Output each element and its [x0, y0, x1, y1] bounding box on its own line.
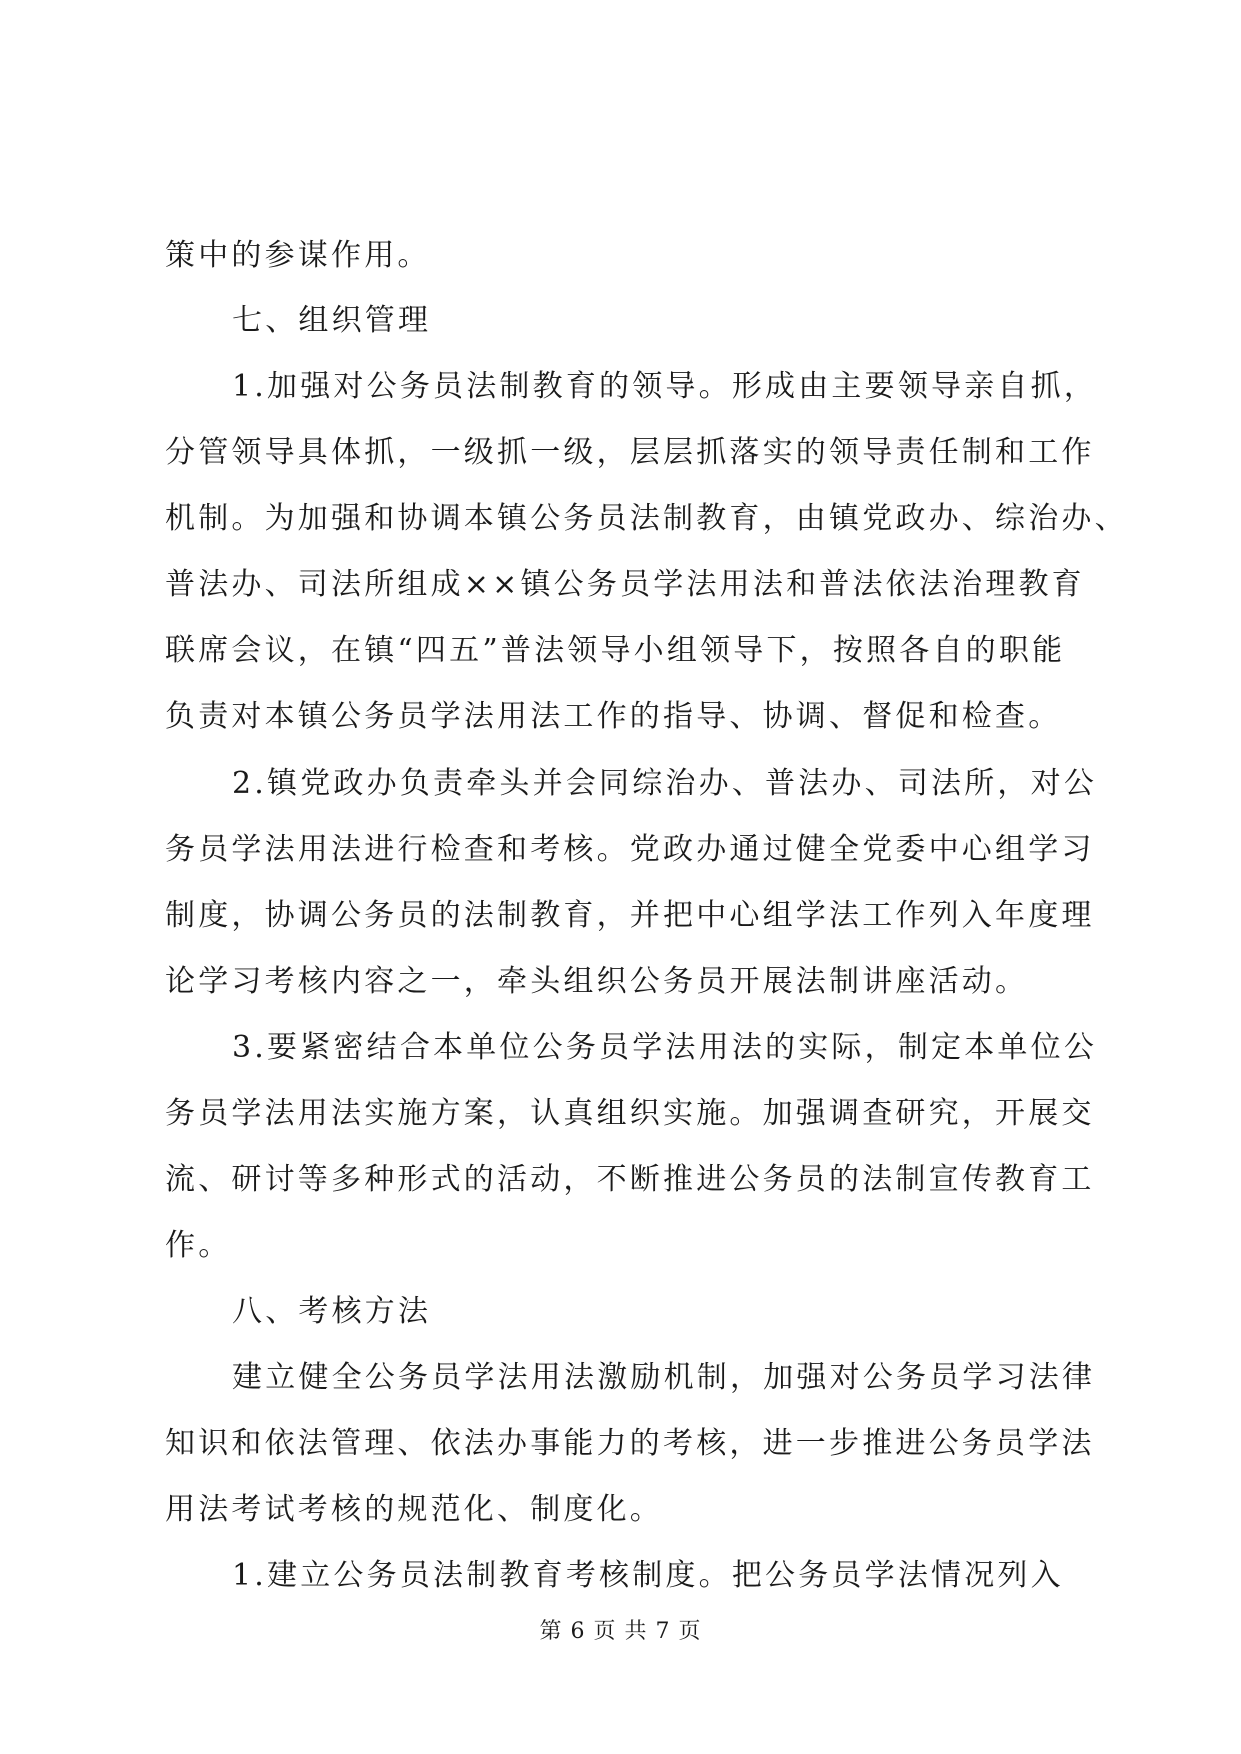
paragraph-line: 务员学法用法实施方案，认真组织实施。加强调查研究，开展交: [165, 1096, 1095, 1131]
paragraph-line: 分管领导具体抓，一级抓一级，层层抓落实的领导责任制和工作: [165, 435, 1095, 470]
paragraph-line: 知识和依法管理、依法办事能力的考核，进一步推进公务员学法: [165, 1426, 1095, 1461]
paragraph-line: 1.建立公务员法制教育考核制度。把公务员学法情况列入: [232, 1558, 1064, 1593]
paragraph-line: 务员学法用法进行检查和考核。党政办通过健全党委中心组学习: [165, 832, 1095, 867]
section-heading-assessment: 八、考核方法: [232, 1294, 432, 1329]
paragraph-line: 论学习考核内容之一，牵头组织公务员开展法制讲座活动。: [165, 964, 1029, 999]
section-heading-organization: 七、组织管理: [232, 303, 432, 338]
paragraph-line: 策中的参谋作用。: [165, 238, 431, 273]
paragraph-line: 3.要紧密结合本单位公务员学法用法的实际，制定本单位公: [232, 1030, 1098, 1065]
paragraph-line: 用法考试考核的规范化、制度化。: [165, 1492, 663, 1527]
paragraph-line: 2.镇党政办负责牵头并会同综治办、普法办、司法所，对公: [232, 766, 1098, 801]
paragraph-line: 普法办、司法所组成××镇公务员学法用法和普法依法治理教育: [165, 567, 1085, 602]
paragraph-line: 1.加强对公务员法制教育的领导。形成由主要领导亲自抓，: [232, 369, 1098, 404]
paragraph-line: 制度，协调公务员的法制教育，并把中心组学法工作列入年度理: [165, 898, 1095, 933]
paragraph-line: 作。: [165, 1228, 232, 1263]
paragraph-line: 联席会议，在镇“四五”普法领导小组领导下，按照各自的职能: [165, 633, 1066, 668]
paragraph-line: 流、研讨等多种形式的活动，不断推进公务员的法制宣传教育工: [165, 1162, 1095, 1197]
paragraph-line: 负责对本镇公务员学法用法工作的指导、协调、督促和检查。: [165, 699, 1062, 734]
paragraph-line: 建立健全公务员学法用法激励机制，加强对公务员学习法律: [232, 1360, 1096, 1395]
page-footer: 第 6 页 共 7 页: [539, 1619, 702, 1644]
paragraph-line: 机制。为加强和协调本镇公务员法制教育，由镇党政办、综治办、: [165, 501, 1128, 536]
